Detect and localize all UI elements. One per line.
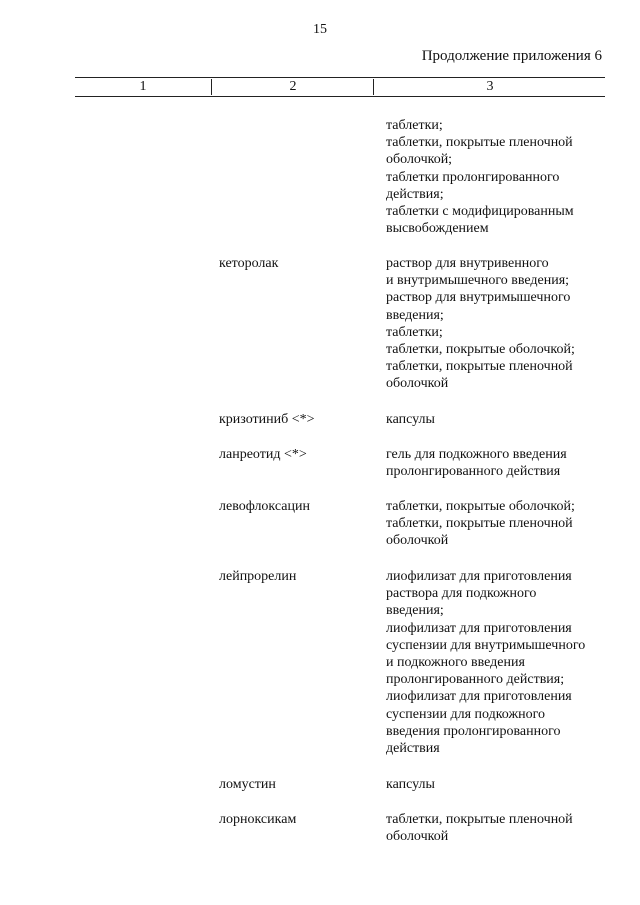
drug-name: кеторолак xyxy=(219,256,279,271)
column-header-2: 2 xyxy=(211,79,374,95)
dosage-forms xyxy=(386,776,611,793)
drug-name: лейпрорелин xyxy=(219,569,297,584)
dosage-form-line: действия; xyxy=(386,186,444,202)
dosage-form-line: оболочкой xyxy=(386,829,449,845)
drug-name: ломустин xyxy=(219,777,276,792)
dosage-form-line: таблетки, покрытые пленочной xyxy=(386,135,573,151)
dosage-form-line: таблетки, покрытые пленочной xyxy=(386,359,573,375)
dosage-form-line: пролонгированного действия xyxy=(386,464,561,480)
dosage-form-line: раствор для внутримышечного xyxy=(386,290,571,306)
dosage-form-line: таблетки, покрытые оболочкой; xyxy=(386,342,575,358)
dosage-forms xyxy=(386,117,611,237)
dosage-form-line: таблетки; xyxy=(386,324,443,340)
dosage-form-line: таблетки, покрытые пленочной xyxy=(386,812,573,827)
dosage-form-line: введения пролонгированного xyxy=(386,723,561,739)
drug-name: ланреотид <*> xyxy=(219,447,307,462)
dosage-form-line: и внутримышечного введения; xyxy=(386,273,570,289)
dosage-form-line: таблетки; xyxy=(386,118,443,133)
page-number: 15 xyxy=(313,22,327,37)
dosage-forms xyxy=(386,498,611,550)
dosage-form-line: таблетки пролонгированного xyxy=(386,169,560,185)
column-header-1: 1 xyxy=(139,79,147,94)
dosage-form-line: таблетки, покрытые пленочной xyxy=(386,516,573,532)
continuation-label: Продолжение приложения 6 xyxy=(421,48,602,64)
dosage-form-line: оболочкой xyxy=(386,533,449,549)
dosage-form-line: таблетки, покрытые оболочкой; xyxy=(386,499,575,514)
drug-name: кризотиниб <*> xyxy=(219,412,315,427)
dosage-forms xyxy=(386,568,611,757)
dosage-form-line: введения; xyxy=(386,307,444,323)
dosage-forms xyxy=(386,446,611,480)
dosage-forms xyxy=(386,811,611,845)
dosage-form-line: таблетки с модифицированным xyxy=(386,204,574,220)
dosage-form-line: лиофилизат для приготовления xyxy=(386,569,572,584)
dosage-form-line: высвобождением xyxy=(386,221,489,237)
drug-name: левофлоксацин xyxy=(219,499,310,514)
dosage-form-line: пролонгированного действия; xyxy=(386,672,565,688)
dosage-form-line: оболочкой xyxy=(386,376,449,392)
dosage-form-line: действия xyxy=(386,741,440,757)
dosage-form-line: лиофилизат для приготовления xyxy=(386,620,572,636)
table-header xyxy=(75,77,605,97)
dosage-form-line: введения; xyxy=(386,603,444,619)
dosage-forms xyxy=(386,411,611,428)
dosage-form-line: гель для подкожного введения xyxy=(386,447,567,462)
drug-name: лорноксикам xyxy=(219,812,297,827)
column-header-3: 3 xyxy=(373,79,606,95)
dosage-form-line: суспензии для подкожного xyxy=(386,706,546,722)
dosage-form-line: капсулы xyxy=(386,412,435,427)
dosage-form-line: лиофилизат для приготовления xyxy=(386,689,572,705)
dosage-form-line: раствор для внутривенного xyxy=(386,256,549,271)
dosage-form-line: суспензии для внутримышечного xyxy=(386,637,586,653)
dosage-forms xyxy=(386,255,611,393)
dosage-form-line: раствора для подкожного xyxy=(386,586,537,602)
dosage-form-line: оболочкой; xyxy=(386,152,453,168)
dosage-form-line: капсулы xyxy=(386,777,435,792)
dosage-form-line: и подкожного введения xyxy=(386,655,525,671)
